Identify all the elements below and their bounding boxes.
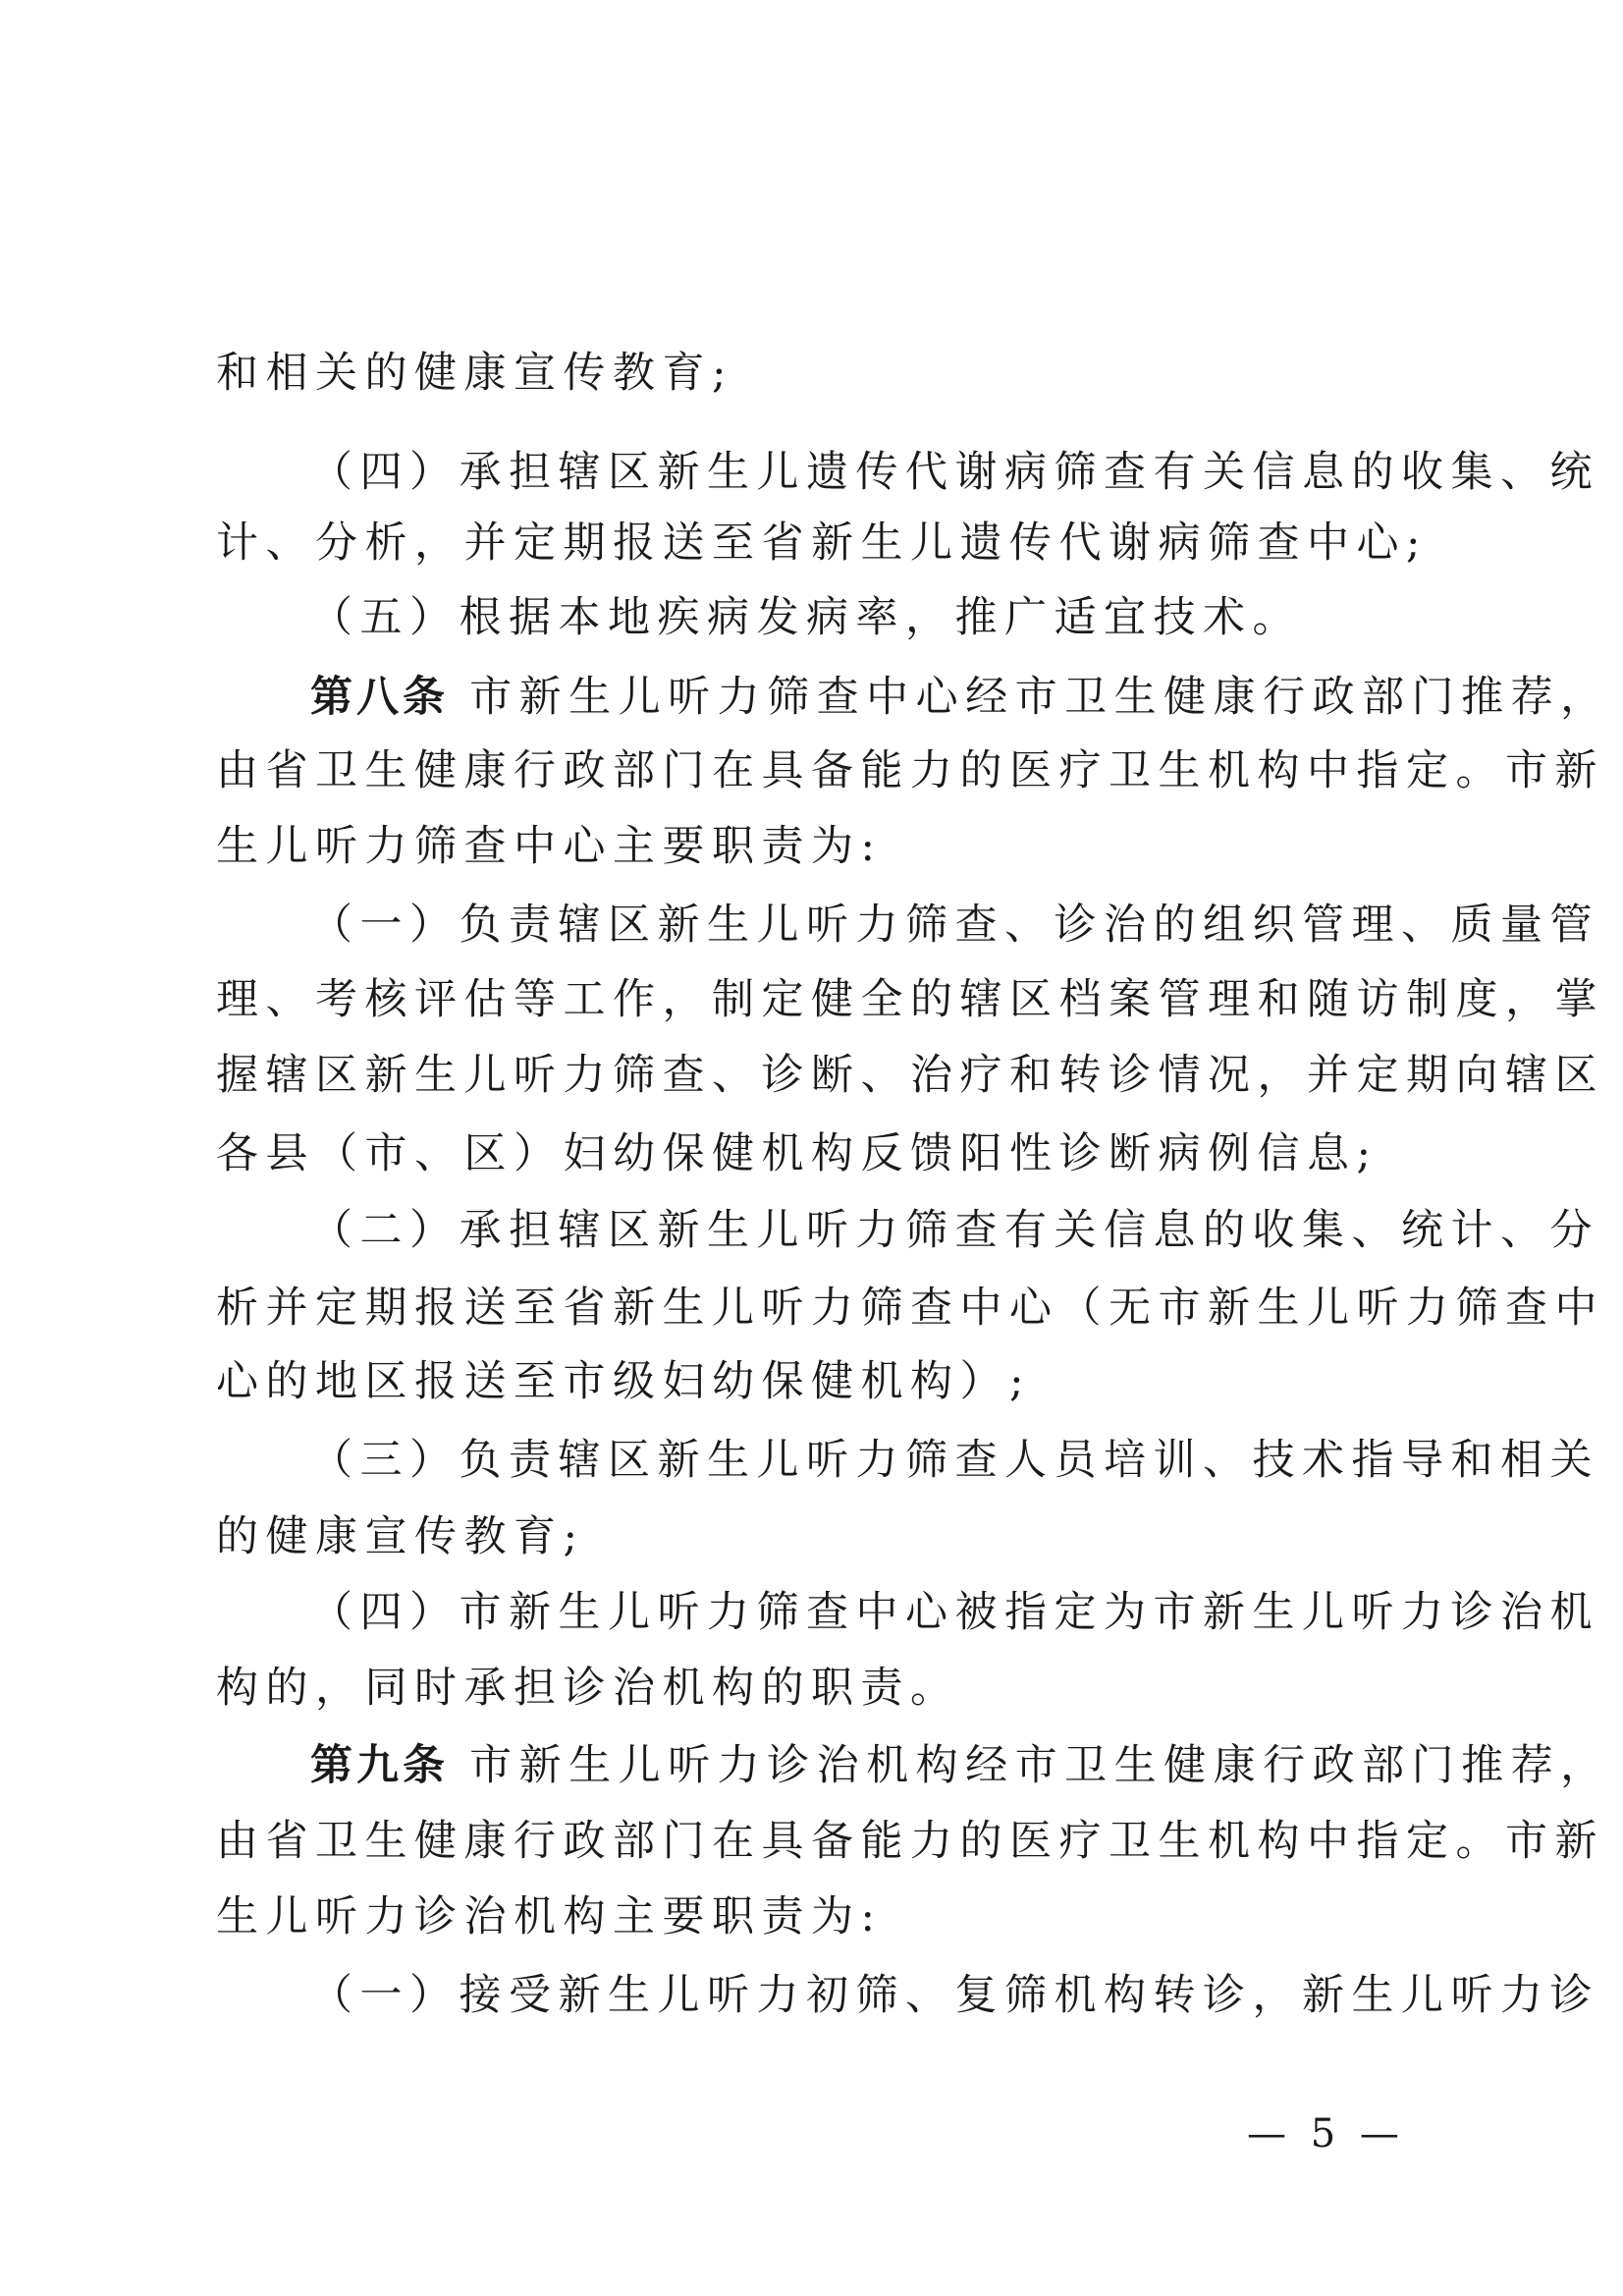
line-text: （三）负责辖区新生儿听力筛查人员培训、技术指导和相关 [310, 1436, 1599, 1485]
line-text: 理、考核评估等工作，制定健全的辖区档案管理和随访制度，掌 [216, 975, 1604, 1024]
line-text: 市新生儿听力诊治机构经市卫生健康行政部门推荐， [469, 1741, 1610, 1790]
text-line [310, 1583, 1599, 1642]
article-label: 第八条 [310, 673, 449, 722]
text-line [310, 1431, 1599, 1490]
text-line [216, 344, 733, 403]
line-text: 握辖区新生儿听力筛查、诊断、治疗和转诊情况，并定期向辖区 [216, 1051, 1604, 1100]
line-text: 析并定期报送至省新生儿听力筛查中心（无市新生儿听力筛查中 [216, 1284, 1604, 1333]
text-line [216, 741, 1604, 800]
text-line [216, 1887, 883, 1946]
line-text: （五）根据本地疾病发病率，推广适宜技术。 [310, 593, 1302, 642]
line-text: （四）市新生儿听力筛查中心被指定为市新生儿听力诊治机 [310, 1588, 1599, 1637]
line-text: （二）承担辖区新生儿听力筛查有关信息的收集、统计、分 [310, 1206, 1599, 1255]
text-line [216, 1352, 1031, 1411]
text-line [216, 1812, 1604, 1871]
line-text: 生儿听力筛查中心主要职责为: [216, 822, 883, 871]
line-text: （一）负责辖区新生儿听力筛查、诊治的组织管理、质量管 [310, 901, 1599, 950]
text-line [216, 1507, 585, 1566]
line-text: 计、分析，并定期报送至省新生儿遗传代谢病筛查中心; [216, 519, 1428, 568]
text-line [310, 896, 1599, 955]
line-text: （一）接受新生儿听力初筛、复筛机构转诊，新生儿听力诊 [310, 1971, 1599, 2020]
page-number: — 5 — [1247, 2111, 1405, 2157]
text-line [310, 1966, 1599, 2025]
text-line [310, 443, 1599, 502]
text-line [310, 1201, 1599, 1260]
article-label: 第九条 [310, 1741, 449, 1790]
line-text: 由省卫生健康行政部门在具备能力的医疗卫生机构中指定。市新 [216, 746, 1604, 795]
line-text: 市新生儿听力筛查中心经市卫生健康行政部门推荐， [469, 673, 1610, 722]
line-text: （四）承担辖区新生儿遗传代谢病筛查有关信息的收集、统 [310, 448, 1599, 497]
line-text: 心的地区报送至市级妇幼保健机构）; [216, 1357, 1031, 1406]
line-text: 生儿听力诊治机构主要职责为: [216, 1892, 883, 1941]
text-line [216, 970, 1604, 1029]
text-line [310, 588, 1302, 647]
article-nine-line [310, 1736, 1610, 1795]
text-line [216, 1124, 1379, 1183]
line-text: 构的，同时承担诊治机构的职责。 [216, 1664, 960, 1713]
text-line [216, 817, 883, 876]
article-eight-line [310, 668, 1610, 727]
line-text: 和相关的健康宣传教育; [216, 349, 733, 398]
text-line [216, 1279, 1604, 1338]
line-text: 各县（市、区）妇幼保健机构反馈阳性诊断病例信息; [216, 1129, 1379, 1178]
text-line [216, 514, 1428, 573]
line-text: 的健康宣传教育; [216, 1512, 585, 1561]
text-line [216, 1046, 1604, 1105]
line-text: 由省卫生健康行政部门在具备能力的医疗卫生机构中指定。市新 [216, 1817, 1604, 1866]
text-line [216, 1659, 960, 1718]
